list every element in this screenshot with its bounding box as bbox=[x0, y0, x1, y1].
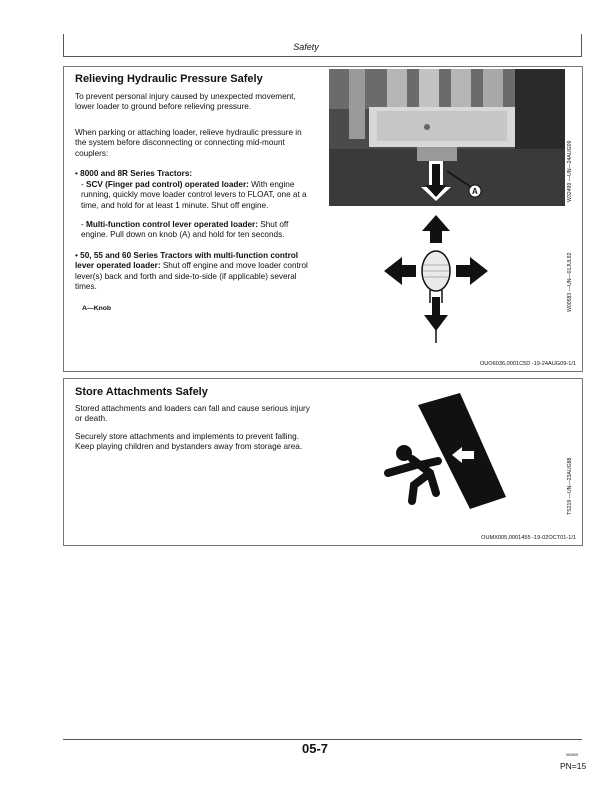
lever-movement-diagram bbox=[380, 213, 492, 345]
sub-bullet-title: Multi-function control lever operated loader: bbox=[86, 220, 258, 229]
bullet-8000-8r: • 8000 and 8R Series Tractors: bbox=[75, 169, 193, 178]
paragraph-1: To prevent personal injury caused by unexpected movement, lower loader to ground before relieving pressure. bbox=[75, 92, 296, 112]
couplers-illustration bbox=[329, 69, 565, 206]
header-divider bbox=[63, 56, 582, 57]
falling-attachment-illustration bbox=[370, 389, 565, 515]
sub-bullet-multifunction: - Multi-function control lever operated loader: Shut off engine. Pull down on knob (A) and hold for ten seconds. bbox=[81, 220, 289, 240]
footer-divider bbox=[63, 739, 582, 740]
sub-bullet-scv: - SCV (Finger pad control) operated loader: With engine running, quickly move loader control levers to FLOAT, one at a time, and hold for at least 1 minute. Shut off engine. bbox=[81, 180, 307, 210]
figure-legend: A—Knob bbox=[82, 305, 112, 312]
footer-tiny-code: 052609 bbox=[566, 753, 578, 757]
section-title: Relieving Hydraulic Pressure Safely bbox=[75, 73, 263, 85]
arrow-right-icon bbox=[456, 257, 488, 285]
running-header-title: Safety bbox=[293, 42, 319, 52]
section-footer-code: OUO6036,0001C5D -19-24AUG09-1/1 bbox=[479, 361, 576, 367]
section-title: Store Attachments Safely bbox=[75, 386, 208, 398]
person-body-icon bbox=[388, 459, 438, 501]
sub-bullet-title: SCV (Finger pad control) operated loader: bbox=[86, 180, 249, 189]
section-footer-code: OUMX005,0001455 -19-02OCT01-1/1 bbox=[481, 535, 576, 541]
arrow-left-icon bbox=[384, 257, 416, 285]
bullet-title: 8000 and 8R Series Tractors: bbox=[80, 169, 193, 178]
pn-number: PN=15 bbox=[560, 761, 587, 771]
hydraulic-couplers-photo bbox=[329, 69, 565, 206]
paragraph-2: Securely store attachments and implements to prevent falling. Keep playing children and bystanders away from storage area. bbox=[75, 432, 303, 452]
bullet-title: 50, 55 and 60 Series Tractors with multi-function control lever operated loader: bbox=[75, 251, 299, 271]
paragraph-1: Stored attachments and loaders can fall and cause serious injury or death. bbox=[75, 404, 310, 424]
arrow-up-icon bbox=[422, 215, 450, 243]
page-number: 05-7 bbox=[301, 741, 329, 756]
section-relieving-hydraulic-pressure bbox=[63, 66, 583, 372]
image-code-photo: W32499 —UN—24AUG09 bbox=[567, 140, 573, 202]
bullet-50-55-60: • 50, 55 and 60 Series Tractors with multi-function control lever operated loader: Shut off engine and move loader control lever(s) back and forth and side-to-side (if applicable) several times. bbox=[75, 251, 308, 292]
section-store-attachments bbox=[63, 378, 583, 546]
sub-bullet-text: With engine running, quickly move loader control levers to FLOAT, one at a time, and hold for at least 1 minute. Shut off engine. bbox=[81, 180, 307, 210]
photo-callout-a: A bbox=[472, 187, 478, 196]
bullet-text: Shut off engine and move loader control lever(s) back and forth and side-to-side (if applicable) several times. bbox=[75, 261, 308, 292]
sub-bullet-text: Shut off engine. Pull down on knob (A) and hold for ten seconds. bbox=[81, 220, 289, 240]
image-code-illustration: TS219 —UN—23AUG88 bbox=[567, 457, 573, 515]
paragraph-2: When parking or attaching loader, relieve hydraulic pressure in the system before disconnecting or connecting mid-mount couplers: bbox=[75, 128, 302, 158]
image-code-diagram: W00583 —UN—01JUL92 bbox=[567, 252, 573, 312]
